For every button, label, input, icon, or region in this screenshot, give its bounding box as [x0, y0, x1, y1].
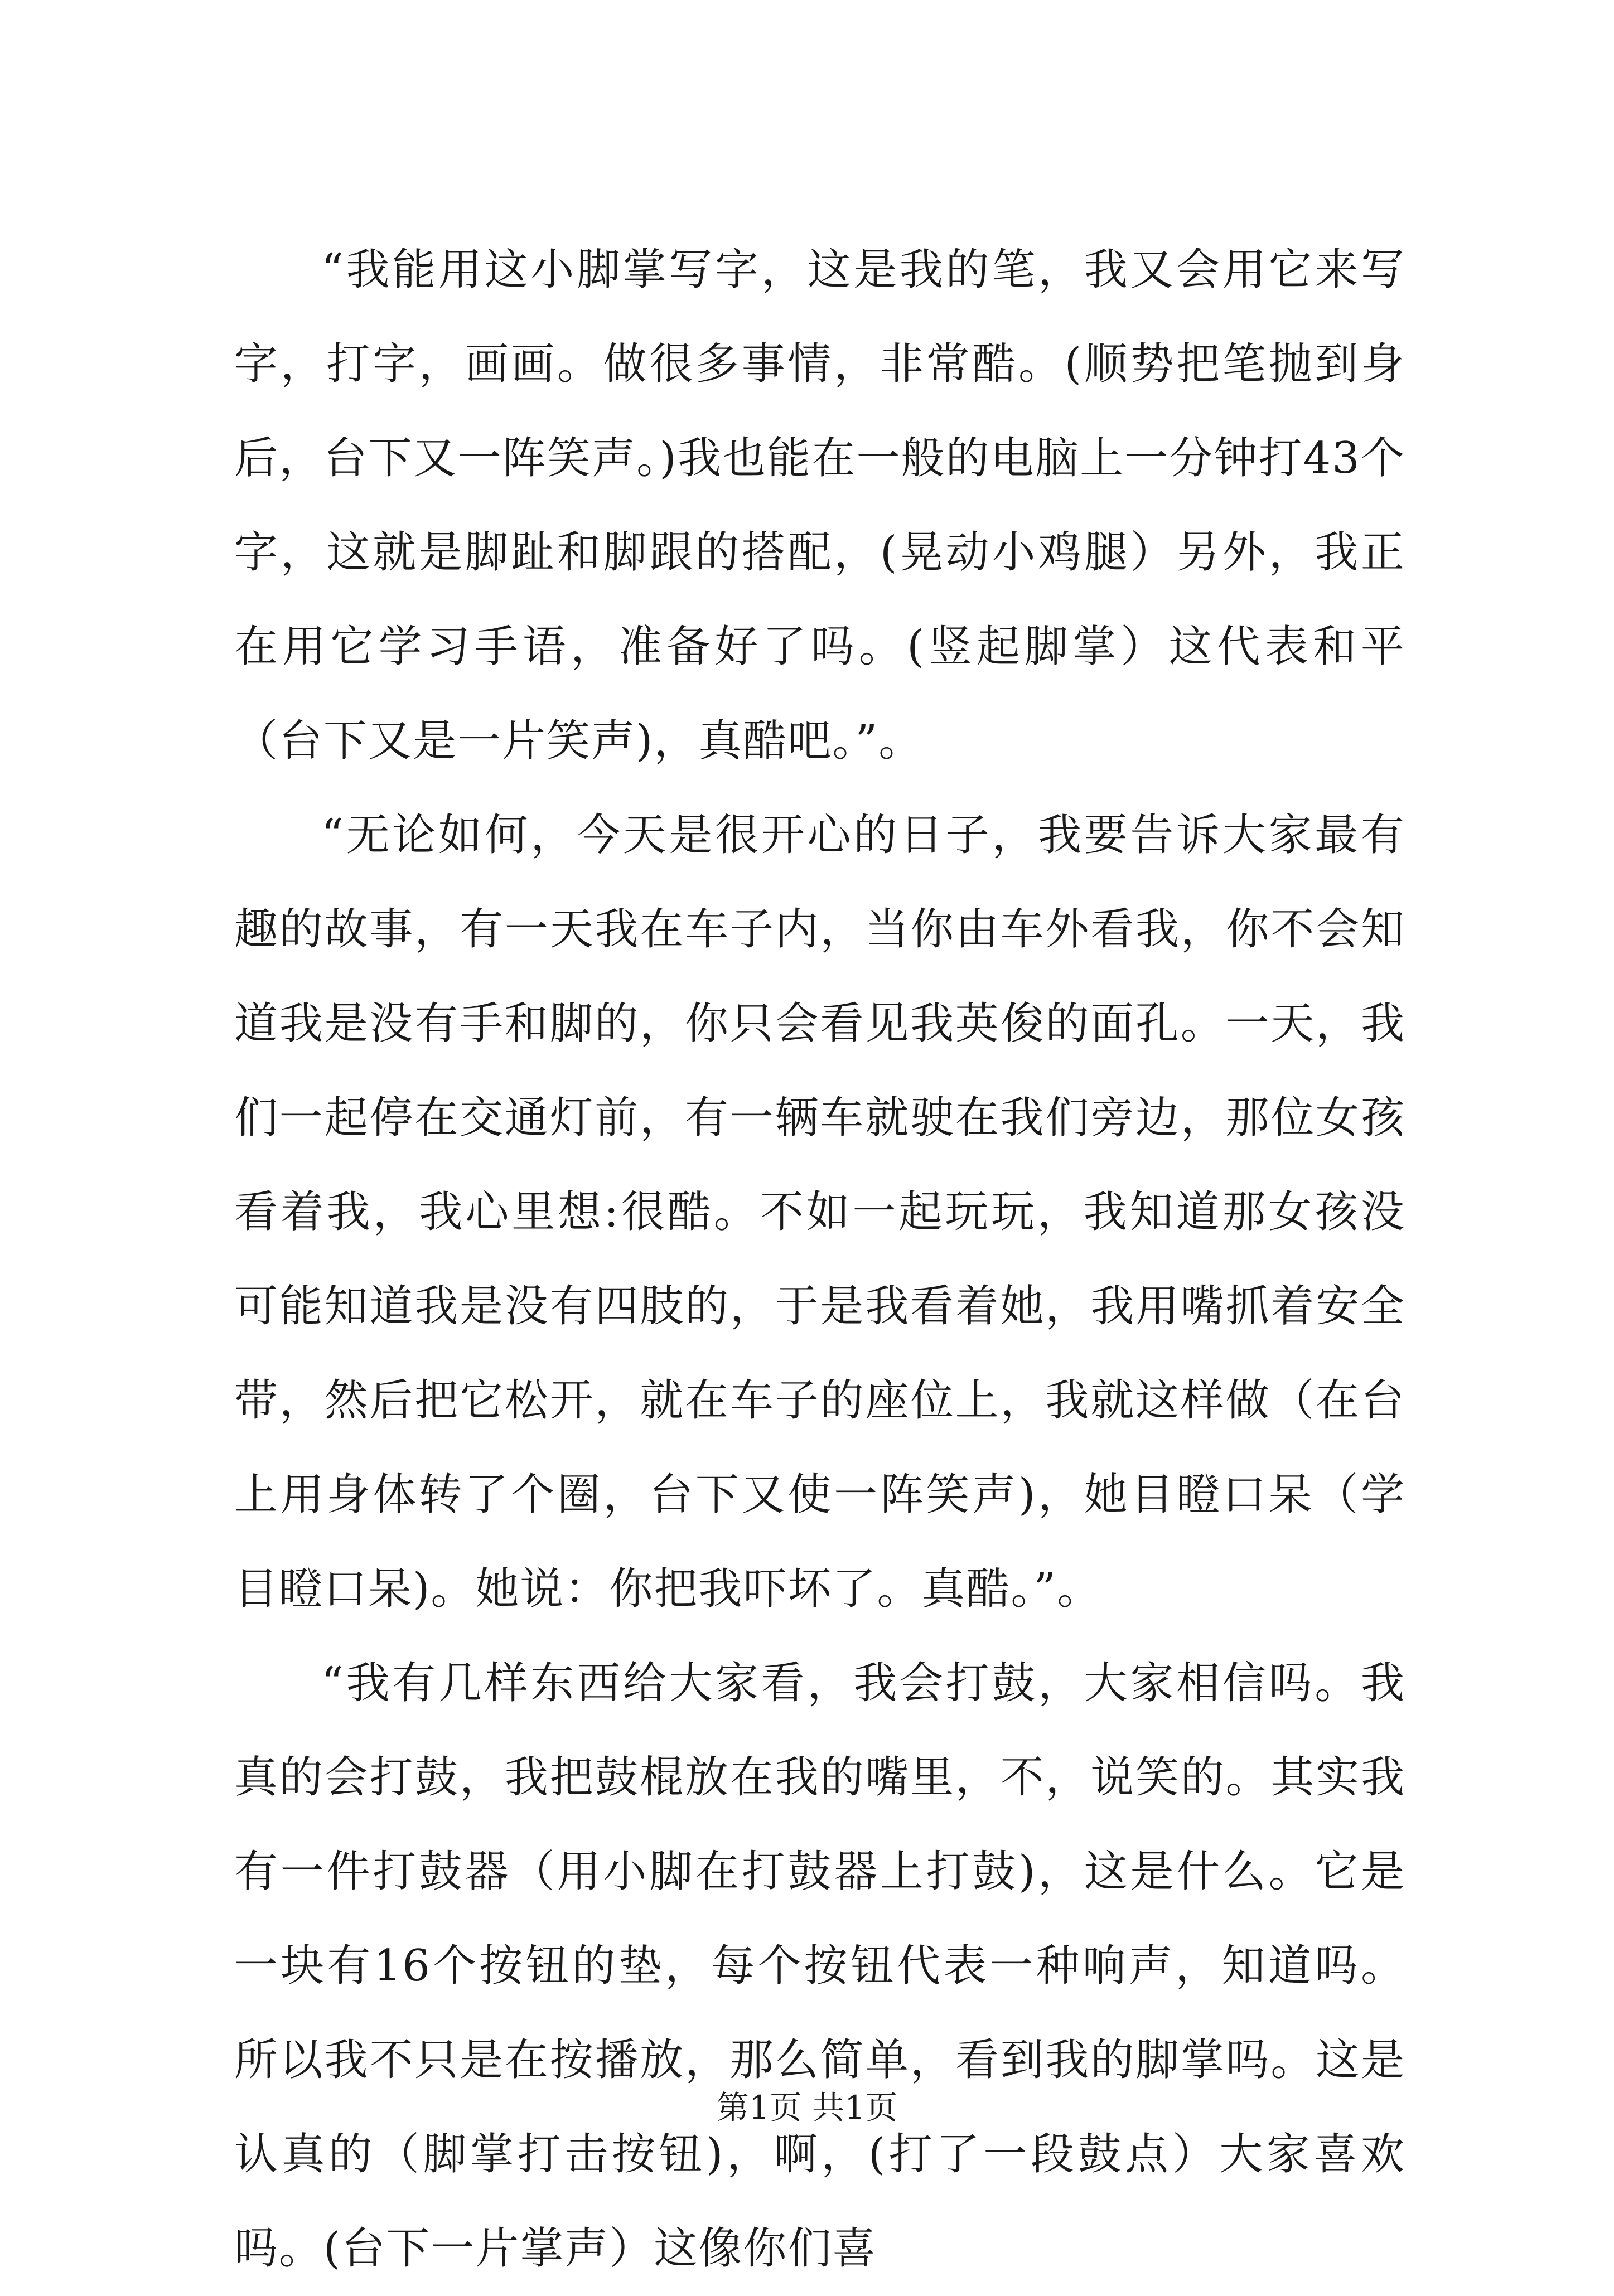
- page-footer: [0, 2085, 1614, 2130]
- page-number-label: 第1页 共1页: [716, 2089, 898, 2127]
- paragraph-1: “我能用这小脚掌写字，这是我的笔，我又会用它来写字，打字，画画。做很多事情，非常酷。(顺势把笔抛到身后，台下又一阵笑声。)我也能在一般的电脑上一分钟打43个字，这就是脚趾和脚跟的搭配，(晃动小鸡腿）另外，我正在用它学习手语，准备好了吗。(竖起脚掌）这代表和平（台下又是一片笑声)，真酷吧。”。: [234, 245, 1405, 766]
- paragraph-3: “我有几样东西给大家看，我会打鼓，大家相信吗。我真的会打鼓，我把鼓棍放在我的嘴里，不，说笑的。其实我有一件打鼓器（用小脚在打鼓器上打鼓)，这是什么。它是一块有16个按钮的垫，每个按钮代表一种响声，知道吗。所以我不只是在按播放，那么简单，看到我的脚掌吗。这是认真的（脚掌打击按钮)，啊，(打了一段鼓点）大家喜欢吗。(台下一片掌声）这像你们喜: [234, 1658, 1405, 2274]
- paragraph-2: “无论如何，今天是很开心的日子，我要告诉大家最有趣的故事，有一天我在车子内，当你由车外看我，你不会知道我是没有手和脚的，你只会看见我英俊的面孔。一天，我们一起停在交通灯前，有一辆车就驶在我们旁边，那位女孩看着我，我心里想:很酷。不如一起玩玩，我知道那女孩没可能知道我是没有四肢的，于是我看着她，我用嘴抓着安全带，然后把它松开，就在车子的座位上，我就这样做（在台上用身体转了个圈，台下又使一阵笑声)，她目瞪口呆（学目瞪口呆)。她说：你把我吓坏了。真酷。”。: [234, 810, 1405, 1614]
- body-text: [234, 223, 1405, 2296]
